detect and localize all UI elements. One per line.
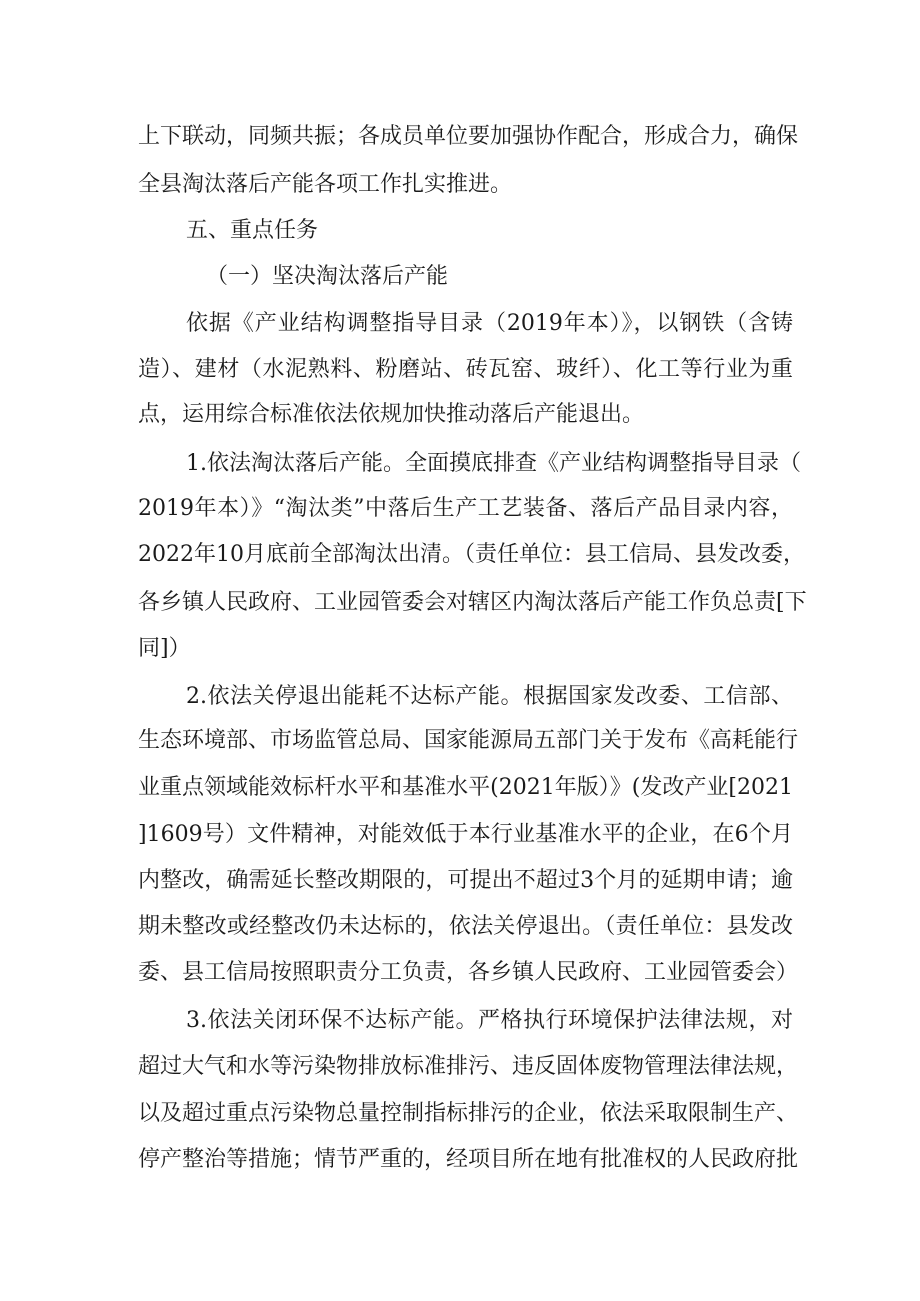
paragraph-line: 点，运用综合标准依法依规加快推动落后产能退出。 (138, 402, 645, 427)
paragraph-line: 生态环境部、市场监管总局、国家能源局五部门关于发布《高耗能行 (138, 728, 799, 753)
paragraph-line: 委、县工信局按照职责分工负责，各乡镇人民政府、工业园管委会） (138, 960, 799, 985)
paragraph-line: 2022年10月底前全部淘汰出清。（责任单位：县工信局、县发改委， (138, 542, 805, 567)
section-heading: 五、重点任务 (186, 218, 319, 243)
paragraph-line: 内整改，确需延长整改期限的，可提出不超过3个月的延期申请；逾 (138, 868, 793, 893)
paragraph-line: 2019年本）》“淘汰类”中落后生产工艺装备、落后产品目录内容， (138, 496, 793, 521)
paragraph-line: 业重点领域能效标杆水平和基准水平(2021年版）》(发改产业[2021 (138, 775, 793, 800)
paragraph-line: 全县淘汰落后产能各项工作扎实推进。 (138, 172, 513, 197)
paragraph-line: ]1609号）文件精神，对能效低于本行业基准水平的企业，在6个月 (138, 822, 793, 847)
paragraph-line: 依据《产业结构调整指导目录（2019年本）》，以钢铁（含铸 (186, 311, 793, 336)
paragraph-line: 期未整改或经整改仍未达标的，依法关停退出。（责任单位：县发改 (138, 914, 793, 939)
paragraph-line: 2.依法关停退出能耗不达标产能。根据国家发改委、工信部、 (186, 684, 793, 709)
subsection-heading: （一）坚决淘汰落后产能 (206, 264, 449, 289)
paragraph-line: 3.依法关闭环保不达标产能。严格执行环境保护法律法规，对 (186, 1008, 793, 1033)
paragraph-line: 超过大气和水等污染物排放标准排污、违反固体废物管理法律法规， (138, 1054, 799, 1079)
paragraph-line: 造）、建材（水泥熟料、粉磨站、砖瓦窑、玻纤）、化工等行业为重 (138, 357, 793, 382)
paragraph-line: 上下联动，同频共振；各成员单位要加强协作配合，形成合力，确保 (138, 124, 799, 149)
paragraph-line: 同]） (138, 636, 191, 661)
paragraph-line: 以及超过重点污染物总量控制指标排污的企业，依法采取限制生产、 (138, 1101, 799, 1126)
paragraph-line: 停产整治等措施；情节严重的，经项目所在地有批准权的人民政府批 (138, 1147, 799, 1172)
paragraph-line: 各乡镇人民政府、工业园管委会对辖区内淘汰落后产能工作负总责[下 (138, 590, 807, 615)
paragraph-line: 1.依法淘汰落后产能。全面摸底排查《产业结构调整指导目录（ (186, 451, 801, 476)
